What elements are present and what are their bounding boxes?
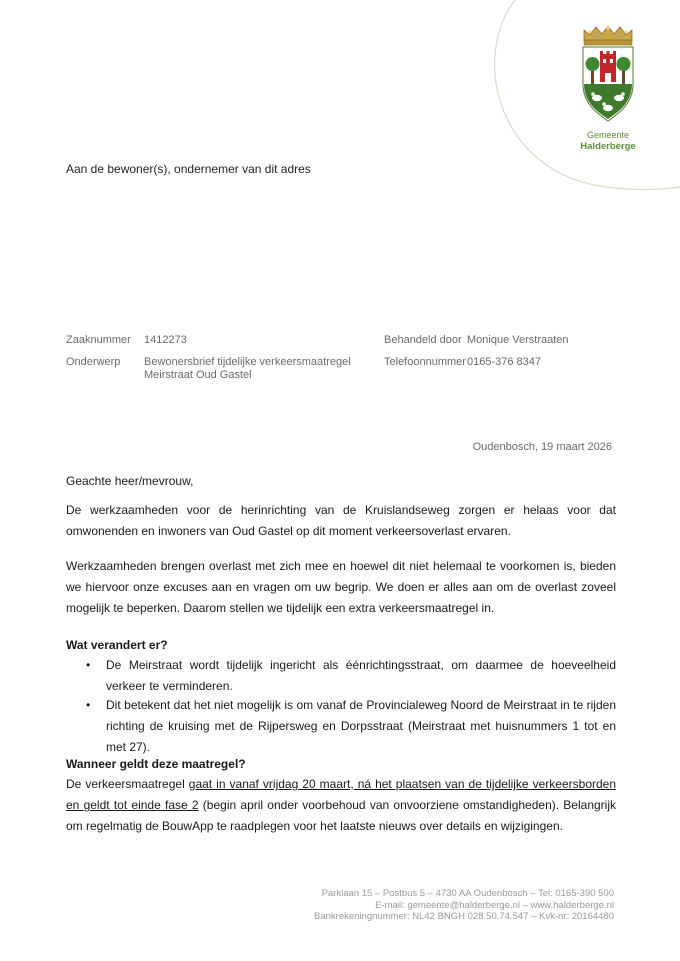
footer-bank: Bankrekeningnummer: NL42 BNGH 028.50.74.547 – Kvk-nr: 20164480 [314,911,614,922]
bullet-text: De Meirstraat wordt tijdelijk ingericht als éénrichtingsstraat, om daarmee de hoeveelheid verkeer te verminderen. [106,658,616,693]
bullet-icon: • [86,698,91,712]
footer-contact: E-mail: gemeente@halderberge.nl – www.halderberge.nl [375,899,614,911]
onderwerp-label: Onderwerp [66,356,121,368]
salutation: Geachte heer/mevrouw, [66,474,194,488]
paragraph-timing [66,774,616,837]
bullet-text: Dit betekent dat het niet mogelijk is om vanaf de Provincialeweg Noord de Meirstraat in te rijden richting de kruising met de Rijpersweg en Dorpsstraat (Meirstraat met huisnummers 1 tot en met 27). [106,698,616,754]
heading-when: Wanneer geldt deze maatregel? [66,757,246,771]
municipality-name [570,130,646,152]
heading-what-changes: Wat verandert er? [66,638,168,652]
behandeld-value: Monique Verstraaten [467,334,569,346]
onderwerp-line-2: Meirstraat Oud Gastel [144,369,252,381]
letter-footer [314,888,614,923]
behandeld-label: Behandeld door [384,334,462,346]
municipal-coat-of-arms-icon [578,24,638,128]
paragraph-apology: Werkzaamheden brengen overlast met zich mee en hoewel dit niet helemaal te voorkomen is, bieden we hiervoor onze excuses aan en vragen om uw begrip. We doen er alles aan om de overlast zoveel mogelijk te beperken. Daarom stellen we tijdelijk een extra verkeersmaatregel in. [66,559,616,615]
footer-address: Parklaan 15 – Postbus 5 – 4730 AA Oudenbosch – Tel: 0165-390 500 [321,888,614,899]
zaaknummer-label: Zaaknummer [66,334,131,346]
letter-date: Oudenbosch, 19 maart 2026 [472,441,612,453]
zaaknummer-value: 1412273 [144,334,187,346]
telefoon-label: Telefoonnummer [384,356,466,368]
paragraph-intro: De werkzaamheden voor de herinrichting van de Kruislandseweg zorgen er helaas voor dat omwonenden en inwoners van Oud Gastel op dit moment verkeersoverlast ervaren. [66,503,616,538]
addressee-line: Aan de bewoner(s), ondernemer van dit adres [66,162,311,176]
municipality-title: Halderberge [580,141,636,152]
timing-underlined: gaat in vanaf vrijdag 20 maart, ná het plaatsen van de tijdelijke verkeersborden en geldt tot einde fase 2 [66,777,617,812]
timing-lead: De verkeersmaatregel [66,777,189,791]
telefoon-value: 0165-376 8347 [467,356,542,368]
timing-rest: (begin april onder voorbehoud van onvoorziene omstandigheden). Belangrijk om regelmatig de BouwApp te raadplegen voor het laatste nieuws over details en wijzigingen. [66,798,616,833]
bullet-icon: • [86,658,91,672]
municipality-prefix: Gemeente [586,130,630,140]
onderwerp-line-1: Bewonersbrief tijdelijke verkeersmaatregel [144,356,351,368]
